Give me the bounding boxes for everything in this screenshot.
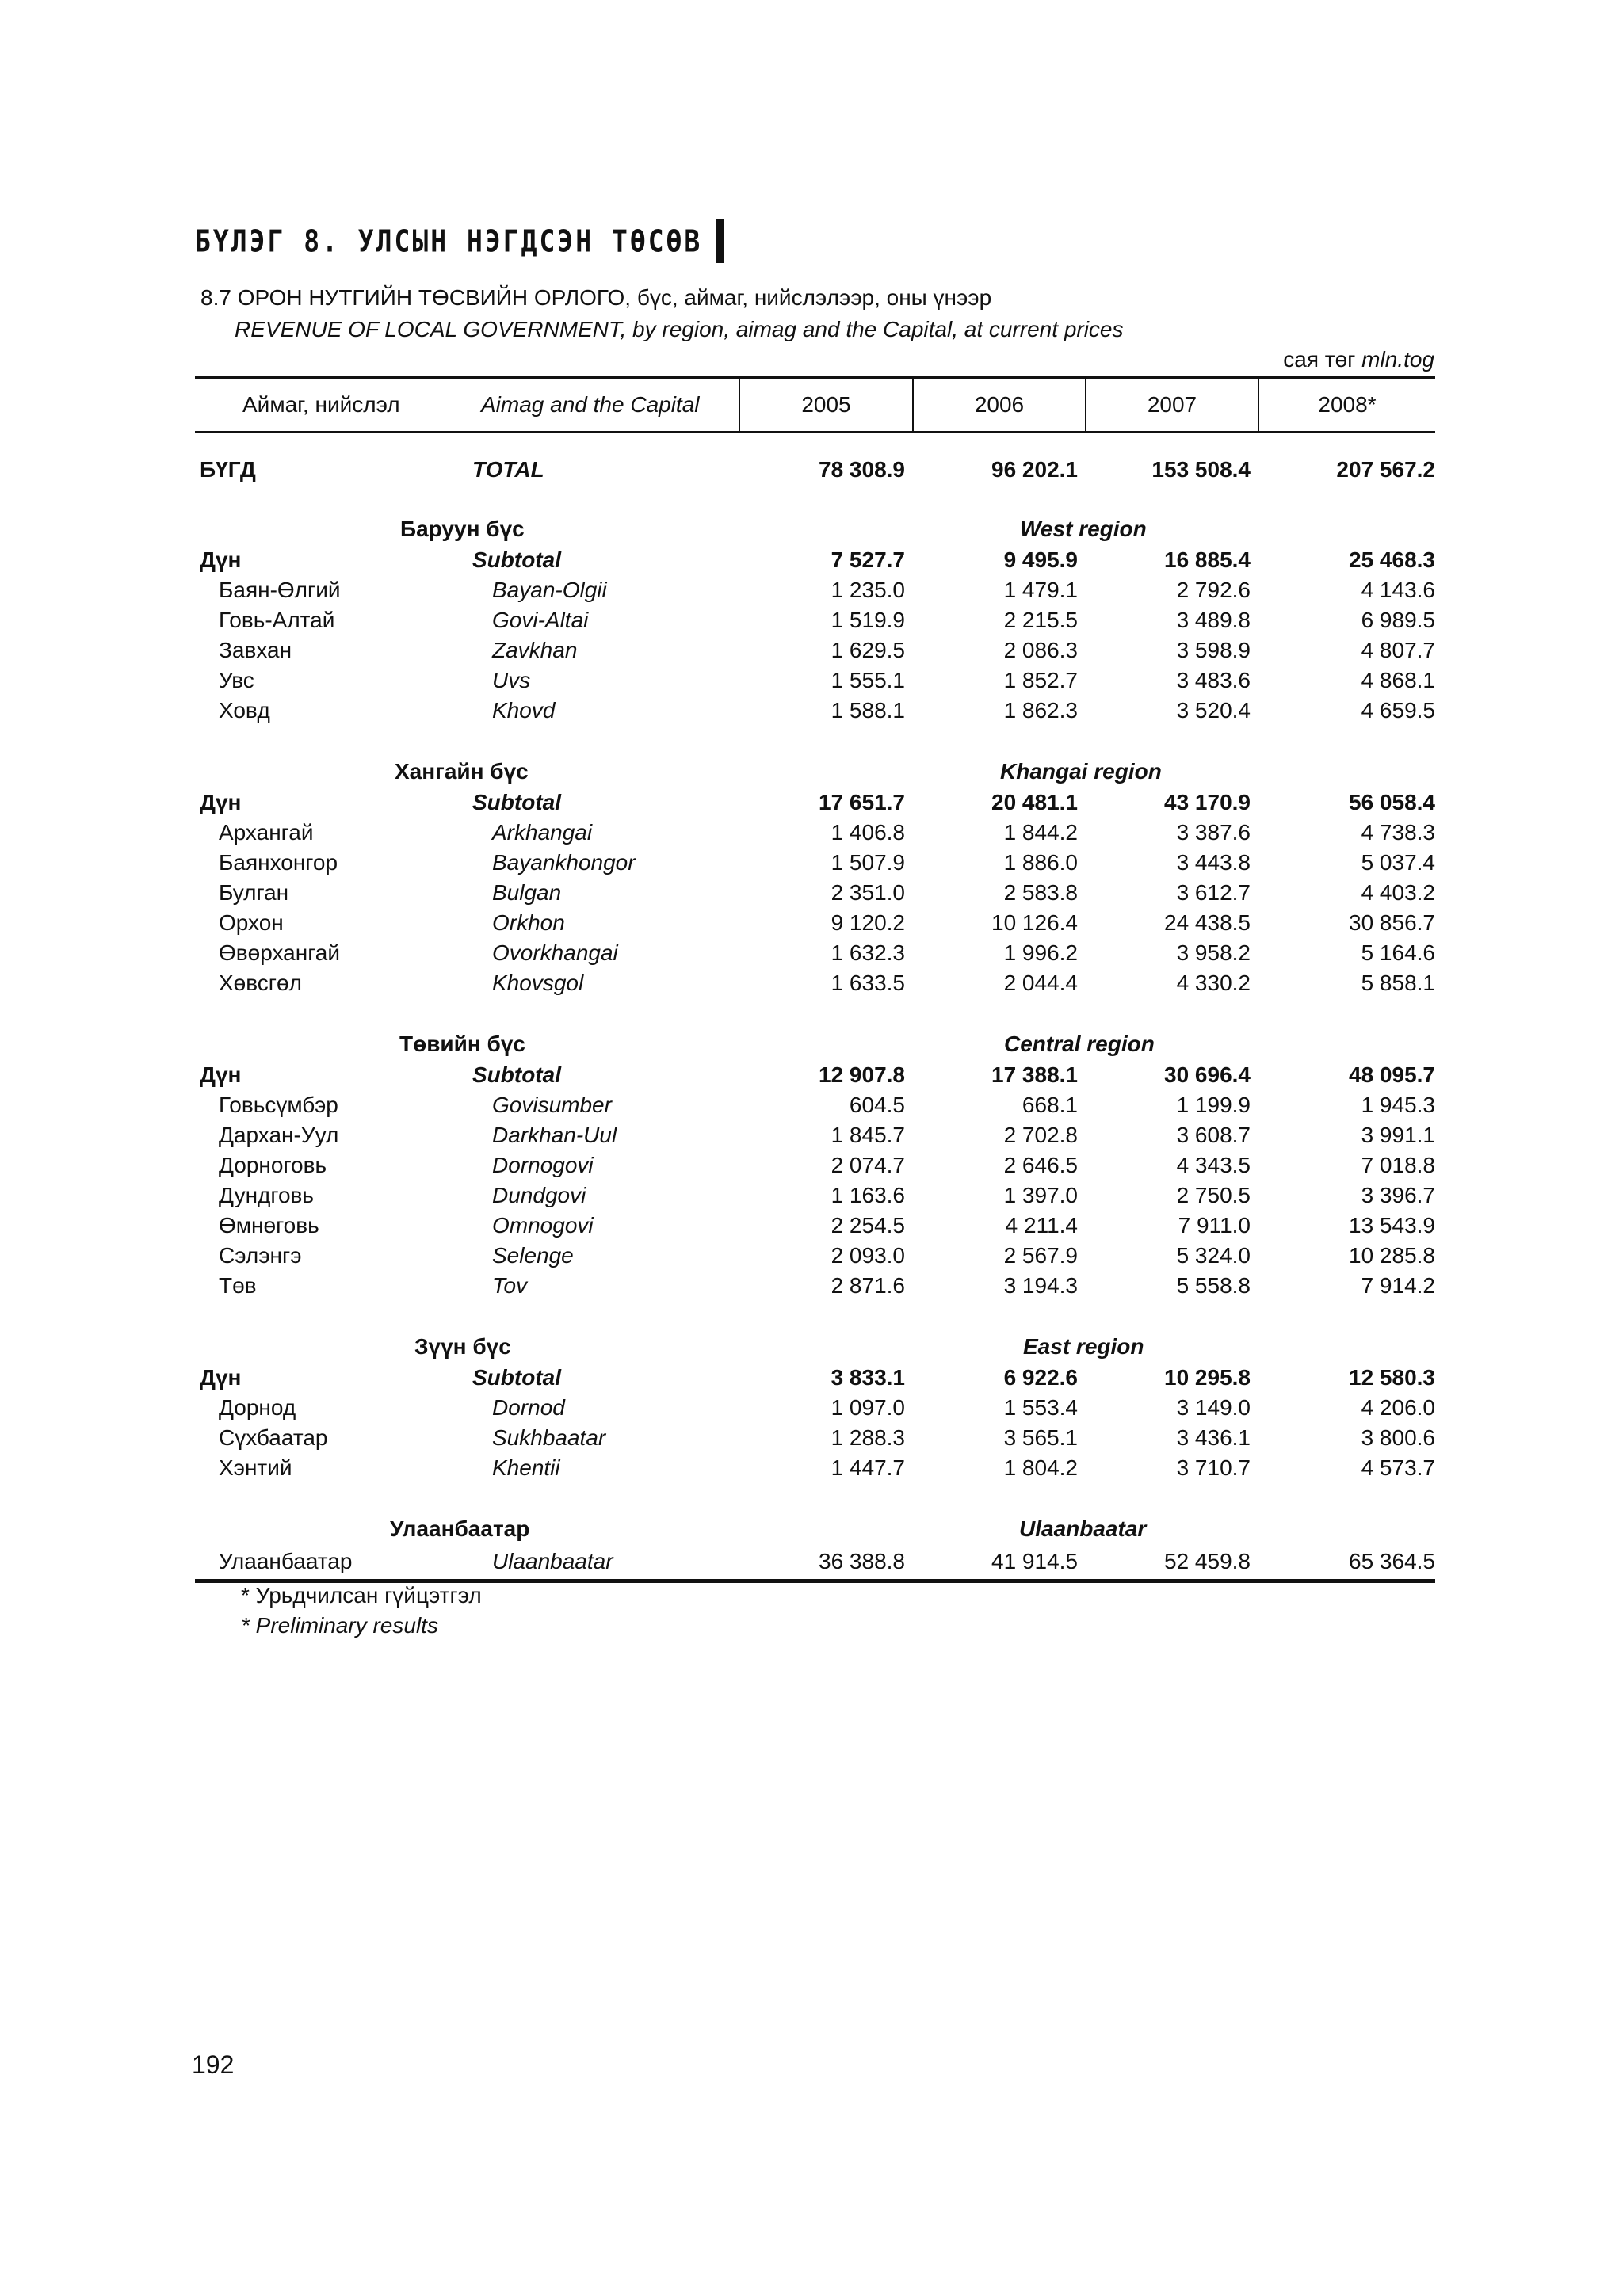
table-row [0,908,1623,938]
table-row [0,1211,1623,1241]
table-title-mn: 8.7 ОРОН НУТГИЙН ТӨСВИЙН ОРЛОГО, бүс, аймаг, нийслэлээр, оны үнээр [200,285,992,310]
aimag-name-mn: Өвөрхангай [219,940,341,965]
aimag-name-mn: Төв [219,1273,257,1298]
table-row [0,666,1623,696]
aimag-name-en: Darkhan-Uul [492,1123,617,1147]
subtotal-row [0,1363,1623,1393]
aimag-name-en: Bayankhongor [492,850,636,875]
aimag-name-en: Govisumber [492,1093,612,1117]
table-row [0,1241,1623,1271]
aimag-name-mn: Хэнтий [219,1455,292,1480]
subtotal-value: 6 922.6 [1003,1365,1078,1390]
cell-value: 3 800.6 [1361,1425,1435,1450]
cell-value: 4 659.5 [1361,698,1435,723]
cell-value: 5 164.6 [1361,940,1435,965]
aimag-name-mn: Өмнөговь [219,1213,319,1238]
cell-value: 3 608.7 [1176,1123,1251,1147]
cell-value: 41 914.5 [991,1549,1078,1573]
total-value-2005: 78 308.9 [819,457,905,482]
subtotal-label-en: Subtotal [472,1365,561,1390]
region-name-mn: Төвийн бүс [399,1032,525,1056]
aimag-name-en: Selenge [492,1243,574,1268]
subtotal-value: 43 170.9 [1164,790,1251,814]
chapter-heading [195,219,724,263]
aimag-name-en: Arkhangai [492,820,593,845]
cell-value: 3 396.7 [1361,1183,1435,1207]
cell-value: 2 583.8 [1003,880,1078,905]
subtotal-value: 16 885.4 [1164,547,1251,572]
table-row [0,696,1623,726]
cell-value: 6 989.5 [1361,608,1435,632]
table-header-rule [195,431,1435,433]
table-row [0,635,1623,666]
subtotal-label-mn: Дүн [200,1365,242,1390]
table-row [0,1150,1623,1180]
aimag-name-mn: Сэлэнгэ [219,1243,302,1268]
total-label-mn: БҮГД [200,457,256,482]
table-row [0,848,1623,878]
cell-value: 2 074.7 [831,1153,905,1177]
aimag-name-en: Bulgan [492,880,562,905]
table-row [0,1547,1623,1577]
subtotal-label-mn: Дүн [200,790,242,814]
footnote-mn: * Урьдчилсан гүйцэтгэл [241,1583,482,1608]
cell-value: 1 235.0 [831,578,905,602]
cell-value: 1 519.9 [831,608,905,632]
cell-value: 2 254.5 [831,1213,905,1238]
cell-value: 1 199.9 [1176,1093,1251,1117]
aimag-name-mn: Дархан-Уул [219,1123,339,1147]
table-row [0,1120,1623,1150]
header-year-2005: 2005 [801,391,851,417]
aimag-name-mn: Завхан [219,638,292,662]
aimag-name-mn: Говьсүмбэр [219,1093,338,1117]
region-heading [0,514,1623,544]
aimag-name-en: Uvs [492,668,531,692]
cell-value: 52 459.8 [1164,1549,1251,1573]
cell-value: 2 044.4 [1003,971,1078,995]
total-label-en: TOTAL [472,457,544,482]
subtotal-value: 30 696.4 [1164,1062,1251,1087]
subtotal-label-en: Subtotal [472,1062,561,1087]
cell-value: 1 852.7 [1003,668,1078,692]
cell-value: 2 215.5 [1003,608,1078,632]
cell-value: 1 945.3 [1361,1093,1435,1117]
subtotal-value: 3 833.1 [831,1365,905,1390]
footnote-en: * Preliminary results [241,1613,438,1638]
cell-value: 3 489.8 [1176,608,1251,632]
cell-value: 1 633.5 [831,971,905,995]
aimag-name-en: Khovd [492,698,556,723]
page-number: 192 [192,2050,235,2079]
cell-value: 3 565.1 [1003,1425,1078,1450]
cell-value: 2 093.0 [831,1243,905,1268]
cell-value: 1 397.0 [1003,1183,1078,1207]
region-name-mn: Баруун бүс [400,517,525,541]
cell-value: 1 996.2 [1003,940,1078,965]
aimag-name-mn: Дорноговь [219,1153,327,1177]
table-row [0,575,1623,605]
cell-value: 1 447.7 [831,1455,905,1480]
cell-value: 5 324.0 [1176,1243,1251,1268]
aimag-name-mn: Хөвсгөл [219,971,302,995]
subtotal-value: 56 058.4 [1349,790,1435,814]
cell-value: 2 086.3 [1003,638,1078,662]
aimag-name-en: Govi-Altai [492,608,589,632]
cell-value: 2 567.9 [1003,1243,1078,1268]
table-row [0,1423,1623,1453]
total-value-2006: 96 202.1 [991,457,1078,482]
cell-value: 3 520.4 [1176,698,1251,723]
table-title-en: REVENUE OF LOCAL GOVERNMENT, by region, aimag and the Capital, at current prices [235,317,1124,341]
cell-value: 1 507.9 [831,850,905,875]
cell-value: 3 612.7 [1176,880,1251,905]
aimag-name-en: Dornod [492,1395,565,1420]
region-name-mn: Хангайн бүс [395,759,529,784]
region-heading [0,1332,1623,1362]
cell-value: 4 206.0 [1361,1395,1435,1420]
aimag-name-mn: Булган [219,880,289,905]
chapter-bar-decoration [716,219,724,263]
cell-value: 1 632.3 [831,940,905,965]
cell-value: 2 792.6 [1176,578,1251,602]
region-name-en: Ulaanbaatar [1019,1516,1147,1541]
region-name-en: East region [1023,1334,1144,1359]
cell-value: 3 436.1 [1176,1425,1251,1450]
cell-value: 3 483.6 [1176,668,1251,692]
subtotal-value: 12 580.3 [1349,1365,1435,1390]
table-row [0,605,1623,635]
aimag-name-en: Orkhon [492,910,565,935]
region-heading [0,1029,1623,1059]
cell-value: 65 364.5 [1349,1549,1435,1573]
aimag-name-en: Khovsgol [492,971,584,995]
cell-value: 3 194.3 [1003,1273,1078,1298]
unit-en: mln.tog [1361,347,1434,372]
region-heading [0,757,1623,787]
subtotal-value: 48 095.7 [1349,1062,1435,1087]
aimag-name-mn: Дорнод [219,1395,296,1420]
aimag-name-en: Ulaanbaatar [492,1549,613,1573]
cell-value: 604.5 [849,1093,905,1117]
header-aimag-en: Aimag and the Capital [481,391,700,417]
aimag-name-en: Ovorkhangai [492,940,618,965]
cell-value: 4 343.5 [1176,1153,1251,1177]
subtotal-row [0,1060,1623,1090]
subtotal-label-mn: Дүн [200,1062,242,1087]
table-row [0,1090,1623,1120]
header-year-2006: 2006 [974,391,1025,417]
cell-value: 2 646.5 [1003,1153,1078,1177]
cell-value: 5 858.1 [1361,971,1435,995]
cell-value: 7 911.0 [1178,1213,1251,1238]
aimag-name-mn: Увс [219,668,254,692]
region-name-en: Central region [1004,1032,1155,1056]
cell-value: 1 845.7 [831,1123,905,1147]
subtotal-value: 9 495.9 [1003,547,1078,572]
cell-value: 3 387.6 [1176,820,1251,845]
cell-value: 1 588.1 [831,698,905,723]
cell-value: 10 126.4 [991,910,1078,935]
aimag-name-en: Bayan-Olgii [492,578,607,602]
cell-value: 1 406.8 [831,820,905,845]
aimag-name-en: Omnogovi [492,1213,594,1238]
region-name-en: Khangai region [1000,759,1162,784]
subtotal-value: 17 388.1 [991,1062,1078,1087]
cell-value: 1 886.0 [1003,850,1078,875]
table-row [0,968,1623,998]
cell-value: 1 804.2 [1003,1455,1078,1480]
unit-mn: сая төг [1283,347,1356,372]
subtotal-row [0,788,1623,818]
table-row [0,1180,1623,1211]
aimag-name-en: Dundgovi [492,1183,586,1207]
cell-value: 2 871.6 [831,1273,905,1298]
region-name-mn: Улаанбаатар [390,1516,530,1541]
cell-value: 10 285.8 [1349,1243,1435,1268]
region-name-en: West region [1020,517,1147,541]
aimag-name-mn: Дундговь [219,1183,315,1207]
aimag-name-mn: Орхон [219,910,284,935]
aimag-name-mn: Сүхбаатар [219,1425,328,1450]
subtotal-label-en: Subtotal [472,547,561,572]
region-name-mn: Зүүн бүс [414,1334,511,1359]
cell-value: 4 738.3 [1361,820,1435,845]
cell-value: 2 750.5 [1176,1183,1251,1207]
cell-value: 24 438.5 [1164,910,1251,935]
cell-value: 2 702.8 [1003,1123,1078,1147]
cell-value: 1 553.4 [1003,1395,1078,1420]
subtotal-value: 10 295.8 [1164,1365,1251,1390]
table-row [0,1393,1623,1423]
aimag-name-mn: Баян-Өлгий [219,578,341,602]
cell-value: 1 288.3 [831,1425,905,1450]
table-row [0,818,1623,848]
table-row [0,878,1623,908]
subtotal-value: 17 651.7 [819,790,905,814]
total-value-2007: 153 508.4 [1151,457,1251,482]
cell-value: 3 958.2 [1176,940,1251,965]
aimag-name-mn: Говь-Алтай [219,608,335,632]
subtotal-value: 20 481.1 [991,790,1078,814]
subtotal-value: 12 907.8 [819,1062,905,1087]
cell-value: 4 868.1 [1361,668,1435,692]
total-value-2008: 207 567.2 [1336,457,1435,482]
cell-value: 1 844.2 [1003,820,1078,845]
cell-value: 9 120.2 [831,910,905,935]
aimag-name-en: Dornogovi [492,1153,594,1177]
aimag-name-en: Sukhbaatar [492,1425,606,1450]
cell-value: 3 710.7 [1176,1455,1251,1480]
aimag-name-mn: Улаанбаатар [219,1549,353,1573]
subtotal-value: 25 468.3 [1349,547,1435,572]
header-aimag-mn: Аймаг, нийслэл [242,391,400,417]
aimag-name-mn: Ховд [219,698,270,723]
cell-value: 4 403.2 [1361,880,1435,905]
cell-value: 4 211.4 [1005,1213,1078,1238]
cell-value: 1 555.1 [831,668,905,692]
table-row [0,938,1623,968]
cell-value: 1 862.3 [1003,698,1078,723]
cell-value: 3 149.0 [1176,1395,1251,1420]
cell-value: 36 388.8 [819,1549,905,1573]
total-row [0,455,1623,485]
cell-value: 7 018.8 [1361,1153,1435,1177]
cell-value: 668.1 [1022,1093,1078,1117]
cell-value: 30 856.7 [1349,910,1435,935]
cell-value: 2 351.0 [831,880,905,905]
aimag-name-en: Zavkhan [492,638,578,662]
cell-value: 1 629.5 [831,638,905,662]
cell-value: 5 037.4 [1361,850,1435,875]
cell-value: 5 558.8 [1176,1273,1251,1298]
cell-value: 3 443.8 [1176,850,1251,875]
cell-value: 1 097.0 [831,1395,905,1420]
unit-label [1283,347,1434,372]
table-row [0,1453,1623,1483]
aimag-name-mn: Баянхонгор [219,850,338,875]
chapter-title: БҮЛЭГ 8. УЛСЫН НЭГДСЭН ТӨСӨВ [195,223,703,259]
subtotal-label-mn: Дүн [200,547,242,572]
cell-value: 3 991.1 [1361,1123,1435,1147]
header-year-2007: 2007 [1147,391,1197,417]
cell-value: 13 543.9 [1349,1213,1435,1238]
aimag-name-en: Tov [492,1273,528,1298]
header-year-2008: 2008* [1318,391,1377,417]
cell-value: 4 330.2 [1176,971,1251,995]
aimag-name-en: Khentii [492,1455,560,1480]
subtotal-row [0,545,1623,575]
cell-value: 7 914.2 [1361,1273,1435,1298]
region-heading [0,1514,1623,1544]
table-row [0,1271,1623,1301]
cell-value: 3 598.9 [1176,638,1251,662]
cell-value: 4 807.7 [1361,638,1435,662]
cell-value: 1 163.6 [831,1183,905,1207]
aimag-name-mn: Архангай [219,820,314,845]
subtotal-value: 7 527.7 [831,547,905,572]
cell-value: 4 573.7 [1361,1455,1435,1480]
cell-value: 4 143.6 [1361,578,1435,602]
subtotal-label-en: Subtotal [472,790,561,814]
cell-value: 1 479.1 [1003,578,1078,602]
